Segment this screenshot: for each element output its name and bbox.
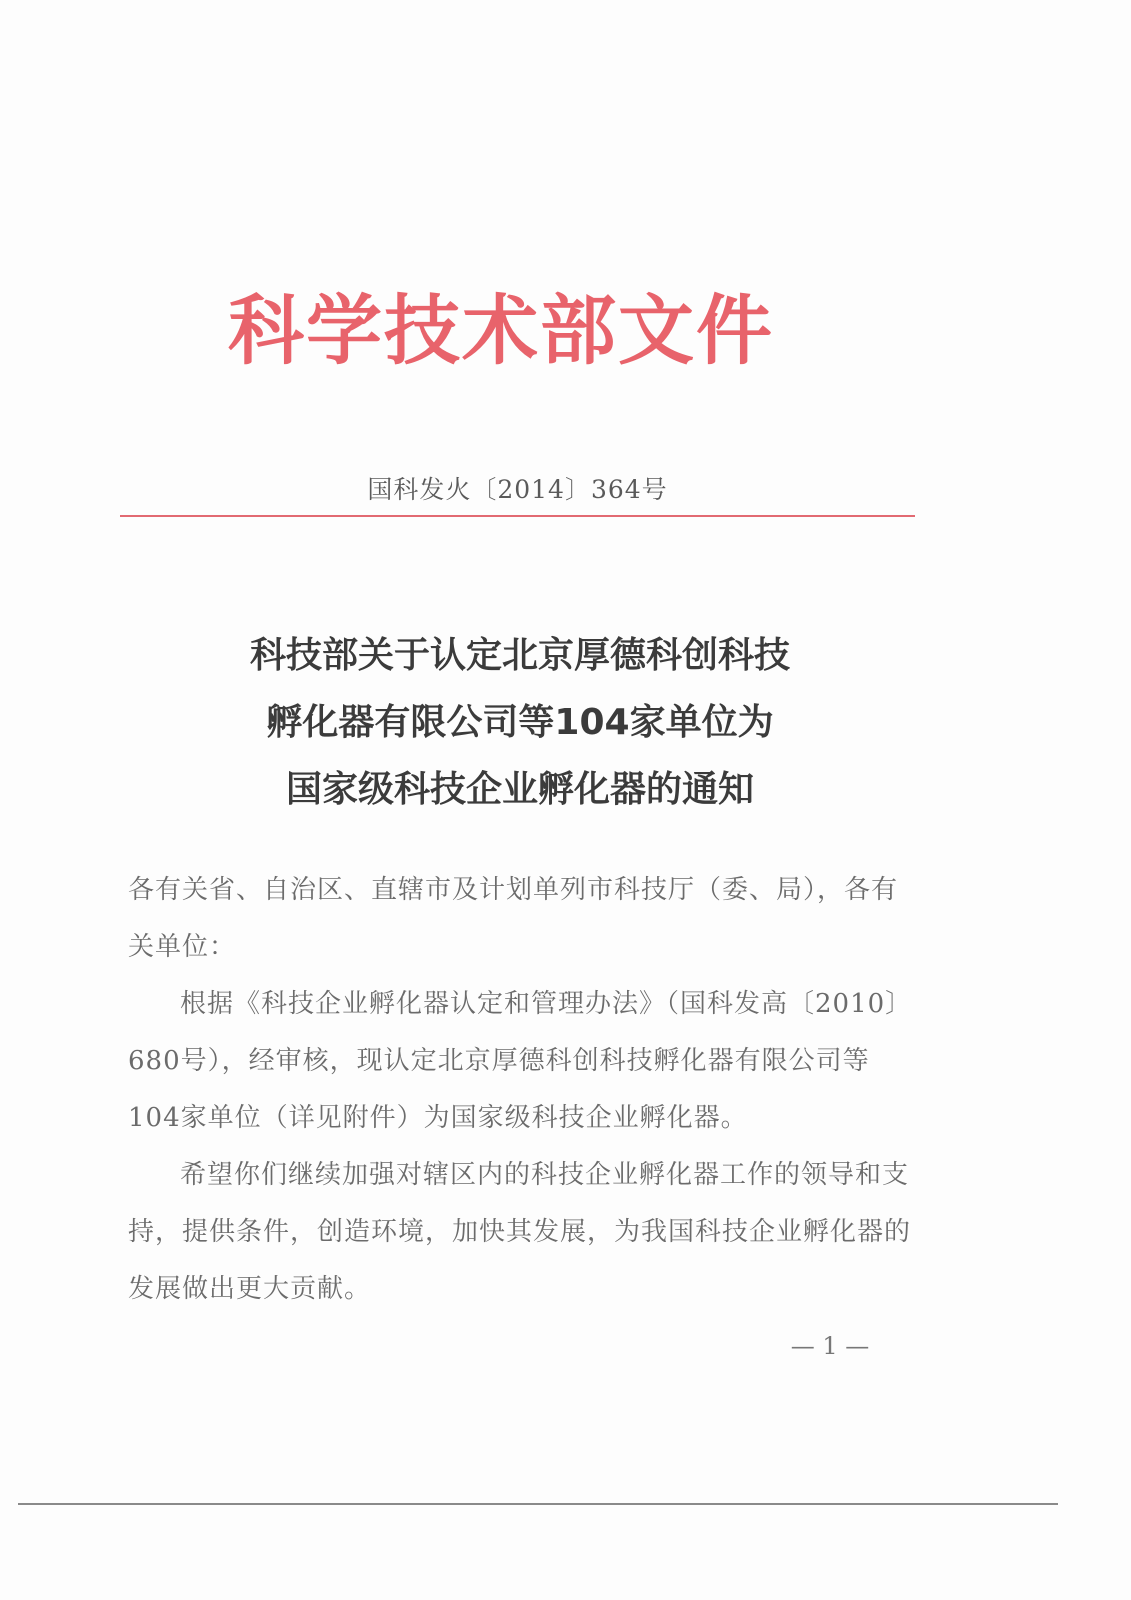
addressee-paragraph: 各有关省、自治区、直辖市及计划单列市科技厅（委、局），各有关单位： bbox=[128, 875, 899, 962]
page-bottom-divider bbox=[18, 1503, 1058, 1505]
notice-title bbox=[160, 622, 880, 823]
notice-title-line: 科技部关于认定北京厚德科创科技 bbox=[249, 635, 790, 676]
notice-title-line: 孵化器有限公司等104家单位为 bbox=[266, 702, 774, 743]
document-number: 国科发火〔2014〕364号 bbox=[367, 475, 668, 504]
body-paragraph: 希望你们继续加强对辖区内的科技企业孵化器工作的领导和支持，提供条件，创造环境，加快其发展，为我国科技企业孵化器的发展做出更大贡献。 bbox=[128, 1160, 912, 1304]
body-paragraph: 根据《科技企业孵化器认定和管理办法》（国科发高〔2010〕680号），经审核，现认定北京厚德科创科技孵化器有限公司等104家单位（详见附件）为国家级科技企业孵化器。 bbox=[128, 989, 913, 1133]
notice-title-line: 国家级科技企业孵化器的通知 bbox=[285, 769, 754, 810]
notice-body bbox=[128, 862, 918, 1318]
page-number: — 1 — bbox=[790, 1332, 870, 1360]
issuer-header: 科学技术部文件 bbox=[228, 286, 774, 375]
header-divider bbox=[120, 515, 915, 517]
